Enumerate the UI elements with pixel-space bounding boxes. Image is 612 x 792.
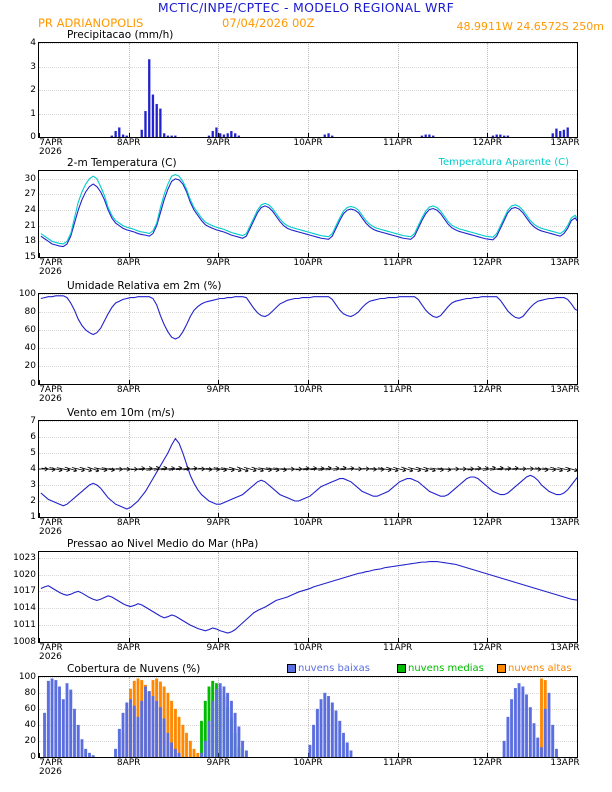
data-bar — [496, 135, 498, 137]
data-bar — [144, 111, 146, 137]
x-axis-tick-label: 7APR — [39, 258, 63, 268]
y-axis-tick-label: 40 — [24, 720, 36, 730]
data-bar — [163, 719, 166, 757]
data-bar — [540, 679, 543, 757]
data-bar — [492, 136, 494, 137]
data-bar — [208, 721, 211, 757]
y-axis-tick-label: 0 — [30, 379, 36, 389]
x-axis-tick-label: 7APR — [39, 518, 63, 528]
x-axis-tick-label: 13APR — [550, 758, 580, 768]
chart-header — [0, 0, 612, 15]
x-axis-year-label: 2026 — [39, 394, 62, 404]
x-axis-tick-label: 8APR — [116, 258, 141, 268]
data-bar — [544, 709, 547, 757]
panel-title: Precipitacao (mm/h) — [67, 29, 174, 41]
plot-area — [39, 171, 577, 257]
data-bar — [141, 130, 143, 137]
data-bar — [182, 725, 185, 757]
data-bar — [536, 738, 539, 757]
data-bar — [331, 136, 333, 137]
data-bar — [178, 753, 181, 757]
x-axis-tick-label: 7APR — [39, 138, 63, 148]
x-axis-tick-label: 10APR — [293, 385, 323, 395]
wind-barb — [296, 467, 310, 471]
data-bar — [421, 136, 423, 137]
data-bar — [238, 727, 241, 757]
y-axis-tick-label: 60 — [24, 325, 36, 335]
data-line — [41, 296, 577, 339]
panel-title: Pressao ao Nivel Medio do Mar (hPa) — [67, 538, 259, 550]
data-bar — [69, 690, 72, 757]
x-axis-tick-label: 7APR — [39, 758, 63, 768]
data-bar — [115, 131, 117, 137]
data-bar — [230, 131, 232, 137]
x-axis-tick-label: 10APR — [293, 258, 323, 268]
y-axis-tick-label: 3 — [30, 480, 36, 490]
data-bar — [223, 135, 225, 137]
data-bar — [245, 751, 248, 757]
data-bar — [559, 131, 561, 137]
x-axis-tick-label: 8APR — [116, 518, 141, 528]
data-bar — [230, 701, 233, 757]
data-line — [41, 439, 577, 509]
data-bar — [219, 133, 221, 137]
data-bar — [215, 689, 218, 757]
data-line — [41, 179, 577, 247]
data-bar — [567, 128, 569, 137]
data-bar — [563, 130, 565, 137]
data-bar — [540, 747, 543, 757]
x-axis-tick-label: 11APR — [383, 758, 413, 768]
data-bar — [503, 136, 505, 137]
data-bar — [533, 723, 536, 757]
chart-panel-5 — [18, 663, 580, 777]
series-canvas — [39, 43, 577, 137]
y-axis-tick-label: 2 — [30, 496, 36, 506]
data-bar — [92, 755, 95, 757]
data-bar — [47, 681, 50, 757]
y-axis-tick-label: 80 — [24, 688, 36, 698]
legend-nuvens-medias: nuvens medias — [397, 663, 484, 674]
data-line — [41, 562, 577, 633]
y-axis-tick-label: 20 — [24, 736, 36, 746]
x-axis-tick-label: 11APR — [383, 643, 413, 653]
data-bar — [163, 133, 165, 137]
data-bar — [507, 136, 509, 137]
data-bar — [156, 104, 158, 137]
legend-nuvens-altas: nuvens altas — [497, 663, 572, 674]
y-axis-tick-label: 1011 — [13, 620, 36, 631]
y-axis-tick-label: 1017 — [13, 586, 36, 597]
x-axis-tick-label: 9APR — [206, 758, 231, 768]
data-bar — [555, 749, 558, 757]
chart-panel-0 — [30, 29, 580, 157]
y-axis-tick-label: 2 — [30, 85, 36, 95]
data-bar — [320, 699, 323, 757]
data-bar — [328, 133, 330, 137]
data-bar — [241, 741, 244, 757]
data-bar — [51, 679, 54, 757]
data-bar — [507, 717, 510, 757]
data-bar — [133, 706, 136, 757]
data-bar — [118, 128, 120, 137]
panel-title: 2-m Temperatura (C) — [67, 157, 177, 169]
data-bar — [510, 699, 513, 757]
y-axis-tick-label: 1008 — [13, 637, 36, 647]
y-axis-tick-label: 0 — [30, 132, 36, 142]
y-axis-tick-label: 1 — [30, 512, 36, 522]
data-bar — [62, 699, 65, 757]
legend-apparent-temperature: Temperatura Aparente (C) — [438, 157, 569, 168]
data-bar — [167, 136, 169, 137]
x-axis-tick-label: 9APR — [206, 258, 231, 268]
x-axis-tick-label: 9APR — [206, 385, 231, 395]
y-axis-tick-label: 4 — [30, 464, 36, 474]
data-bar — [77, 725, 80, 757]
plot-area — [39, 552, 577, 642]
x-axis-tick-label: 12APR — [472, 643, 502, 653]
x-axis-tick-label: 11APR — [383, 518, 413, 528]
data-bar — [193, 749, 196, 757]
data-bar — [514, 688, 517, 757]
data-bar — [548, 693, 551, 757]
y-axis-tick-label: 3 — [30, 61, 36, 72]
data-bar — [219, 683, 222, 757]
data-bar — [167, 733, 170, 757]
station-name: PR ADRIANOPOLIS — [38, 16, 144, 30]
x-axis-tick-label: 10APR — [293, 758, 323, 768]
data-bar — [338, 721, 341, 757]
data-bar — [126, 136, 128, 137]
wind-barb — [401, 467, 413, 472]
data-bar — [525, 695, 528, 757]
x-axis-tick-label: 8APR — [116, 758, 141, 768]
data-bar — [84, 749, 87, 757]
x-axis-tick-label: 8APR — [116, 385, 141, 395]
plot-area — [39, 294, 577, 384]
y-axis-tick-label: 5 — [30, 448, 36, 458]
data-bar — [174, 749, 177, 757]
x-axis-tick-label: 11APR — [383, 258, 413, 268]
x-axis-tick-label: 12APR — [472, 258, 502, 268]
data-bar — [335, 711, 338, 757]
data-bar — [226, 693, 229, 757]
x-axis-tick-label: 7APR — [39, 643, 63, 653]
data-bar — [81, 739, 84, 757]
plot-area — [39, 421, 577, 517]
y-axis-tick-label: 40 — [24, 343, 36, 353]
data-bar — [324, 693, 327, 757]
x-axis-tick-label: 7APR — [39, 385, 63, 395]
plot-area — [39, 43, 577, 137]
data-bar — [111, 136, 113, 137]
data-bar — [159, 707, 162, 757]
y-axis-tick-label: 1 — [30, 108, 36, 119]
data-bar — [342, 733, 345, 757]
data-bar — [350, 751, 353, 757]
data-bar — [432, 136, 434, 137]
data-bar — [122, 135, 124, 137]
x-axis-tick-label: 12APR — [472, 758, 502, 768]
data-bar — [122, 713, 125, 757]
x-axis-tick-label: 12APR — [472, 138, 502, 148]
y-axis-tick-label: 100 — [18, 672, 36, 682]
chart-panel-3 — [30, 407, 580, 537]
x-axis-tick-label: 10APR — [293, 643, 323, 653]
data-bar — [148, 691, 151, 757]
chart-panel-4 — [13, 538, 580, 662]
x-axis-tick-label: 13APR — [550, 643, 580, 653]
data-bar — [234, 713, 237, 757]
data-bar — [346, 743, 349, 757]
data-bar — [204, 741, 207, 757]
data-bar — [170, 743, 173, 757]
data-bar — [327, 696, 330, 757]
series-canvas — [39, 677, 577, 757]
panel-title: Cobertura de Nuvens (%) — [67, 663, 201, 675]
run-date: 07/04/2026 00Z — [222, 16, 315, 30]
x-axis-tick-label: 11APR — [383, 385, 413, 395]
y-axis-tick-label: 100 — [18, 289, 36, 299]
data-bar — [551, 725, 554, 757]
data-bar — [428, 135, 430, 137]
y-axis-tick-label: 60 — [24, 704, 36, 714]
data-bar — [171, 136, 173, 137]
x-axis-year-label: 2026 — [39, 527, 62, 537]
x-axis-tick-label: 8APR — [116, 138, 141, 148]
x-axis-year-label: 2026 — [39, 767, 62, 777]
data-bar — [126, 703, 129, 757]
legend-nuvens-baixas: nuvens baixas — [287, 663, 370, 674]
data-bar — [499, 135, 501, 137]
y-axis-tick-label: 18 — [24, 236, 36, 247]
data-bar — [174, 136, 176, 137]
data-bar — [425, 135, 427, 137]
data-bar — [208, 136, 210, 137]
data-bar — [312, 725, 315, 757]
y-axis-tick-label: 1020 — [13, 569, 36, 580]
data-bar — [234, 133, 236, 137]
data-bar — [200, 753, 203, 757]
y-axis-tick-label: 80 — [24, 307, 36, 317]
data-bar — [185, 733, 188, 757]
panel-title: Vento em 10m (m/s) — [67, 407, 175, 419]
data-bar — [552, 133, 554, 137]
data-bar — [503, 741, 506, 757]
coordinates-label: 48.9911W 24.6572S 250m — [456, 20, 604, 33]
y-axis-tick-label: 21 — [24, 220, 36, 231]
data-bar — [152, 95, 154, 137]
data-bar — [129, 699, 132, 757]
data-line — [41, 175, 577, 244]
data-bar — [189, 741, 192, 757]
y-axis-tick-label: 27 — [24, 189, 36, 200]
y-axis-tick-label: 30 — [24, 173, 36, 184]
data-bar — [518, 683, 521, 757]
data-bar — [211, 701, 214, 757]
x-axis-tick-label: 10APR — [293, 518, 323, 528]
data-bar — [309, 745, 312, 757]
data-bar — [316, 709, 319, 757]
wind-barb — [131, 467, 145, 471]
x-axis-tick-label: 13APR — [550, 258, 580, 268]
data-bar — [137, 717, 140, 757]
data-bar — [140, 701, 143, 757]
wind-barb — [460, 467, 474, 471]
y-axis-tick-label: 4 — [30, 38, 36, 48]
data-bar — [152, 696, 155, 757]
data-bar — [55, 680, 58, 757]
data-bar — [73, 709, 76, 757]
data-bar — [238, 136, 240, 137]
data-bar — [529, 707, 532, 757]
data-bar — [196, 753, 199, 757]
x-axis-tick-label: 12APR — [472, 385, 502, 395]
y-axis-tick-label: 6 — [30, 432, 36, 442]
wind-barb — [87, 467, 99, 472]
wind-barb — [252, 467, 264, 472]
data-bar — [118, 729, 121, 757]
data-bar — [58, 687, 61, 757]
x-axis-tick-label: 13APR — [550, 385, 580, 395]
plot-area — [39, 677, 577, 757]
x-axis-year-label: 2026 — [39, 147, 62, 157]
x-axis-tick-label: 13APR — [550, 138, 580, 148]
panel-title: Umidade Relativa em 2m (%) — [67, 280, 222, 292]
chart-panel-2 — [18, 280, 580, 404]
data-bar — [43, 713, 46, 757]
series-canvas — [39, 552, 577, 642]
y-axis-tick-label: 1023 — [13, 552, 36, 563]
data-bar — [215, 128, 217, 137]
x-axis-tick-label: 11APR — [383, 138, 413, 148]
x-axis-tick-label: 12APR — [472, 518, 502, 528]
data-bar — [159, 109, 161, 137]
data-bar — [88, 753, 91, 757]
x-axis-year-label: 2026 — [39, 267, 62, 277]
data-bar — [331, 703, 334, 757]
x-axis-tick-label: 9APR — [206, 643, 231, 653]
series-canvas — [39, 171, 577, 257]
x-axis-tick-label: 9APR — [206, 518, 231, 528]
x-axis-tick-label: 8APR — [116, 643, 141, 653]
data-bar — [178, 717, 181, 757]
data-bar — [200, 721, 203, 757]
model-title: MCTIC/INPE/CPTEC - MODELO REGIONAL WRF — [157, 0, 455, 15]
data-bar — [148, 59, 150, 137]
chart-panel-1 — [24, 157, 580, 277]
y-axis-tick-label: 20 — [24, 361, 36, 371]
x-axis-tick-label: 9APR — [206, 138, 231, 148]
data-bar — [212, 131, 214, 137]
x-axis-tick-label: 13APR — [550, 518, 580, 528]
y-axis-tick-label: 7 — [30, 416, 36, 426]
data-bar — [114, 749, 117, 757]
data-bar — [555, 129, 557, 137]
data-bar — [522, 687, 525, 757]
y-axis-tick-label: 24 — [24, 205, 36, 216]
data-bar — [66, 683, 69, 757]
y-axis-tick-label: 1014 — [13, 603, 36, 614]
data-bar — [227, 133, 229, 137]
data-bar — [144, 687, 147, 757]
data-bar — [223, 687, 226, 757]
data-bar — [324, 135, 326, 137]
y-axis-tick-label: 0 — [30, 752, 36, 762]
x-axis-year-label: 2026 — [39, 652, 62, 662]
wind-barb — [468, 466, 481, 470]
series-canvas — [39, 294, 577, 384]
x-axis-tick-label: 10APR — [293, 138, 323, 148]
data-bar — [155, 701, 158, 757]
y-axis-tick-label: 15 — [24, 252, 36, 262]
series-canvas — [39, 421, 577, 517]
